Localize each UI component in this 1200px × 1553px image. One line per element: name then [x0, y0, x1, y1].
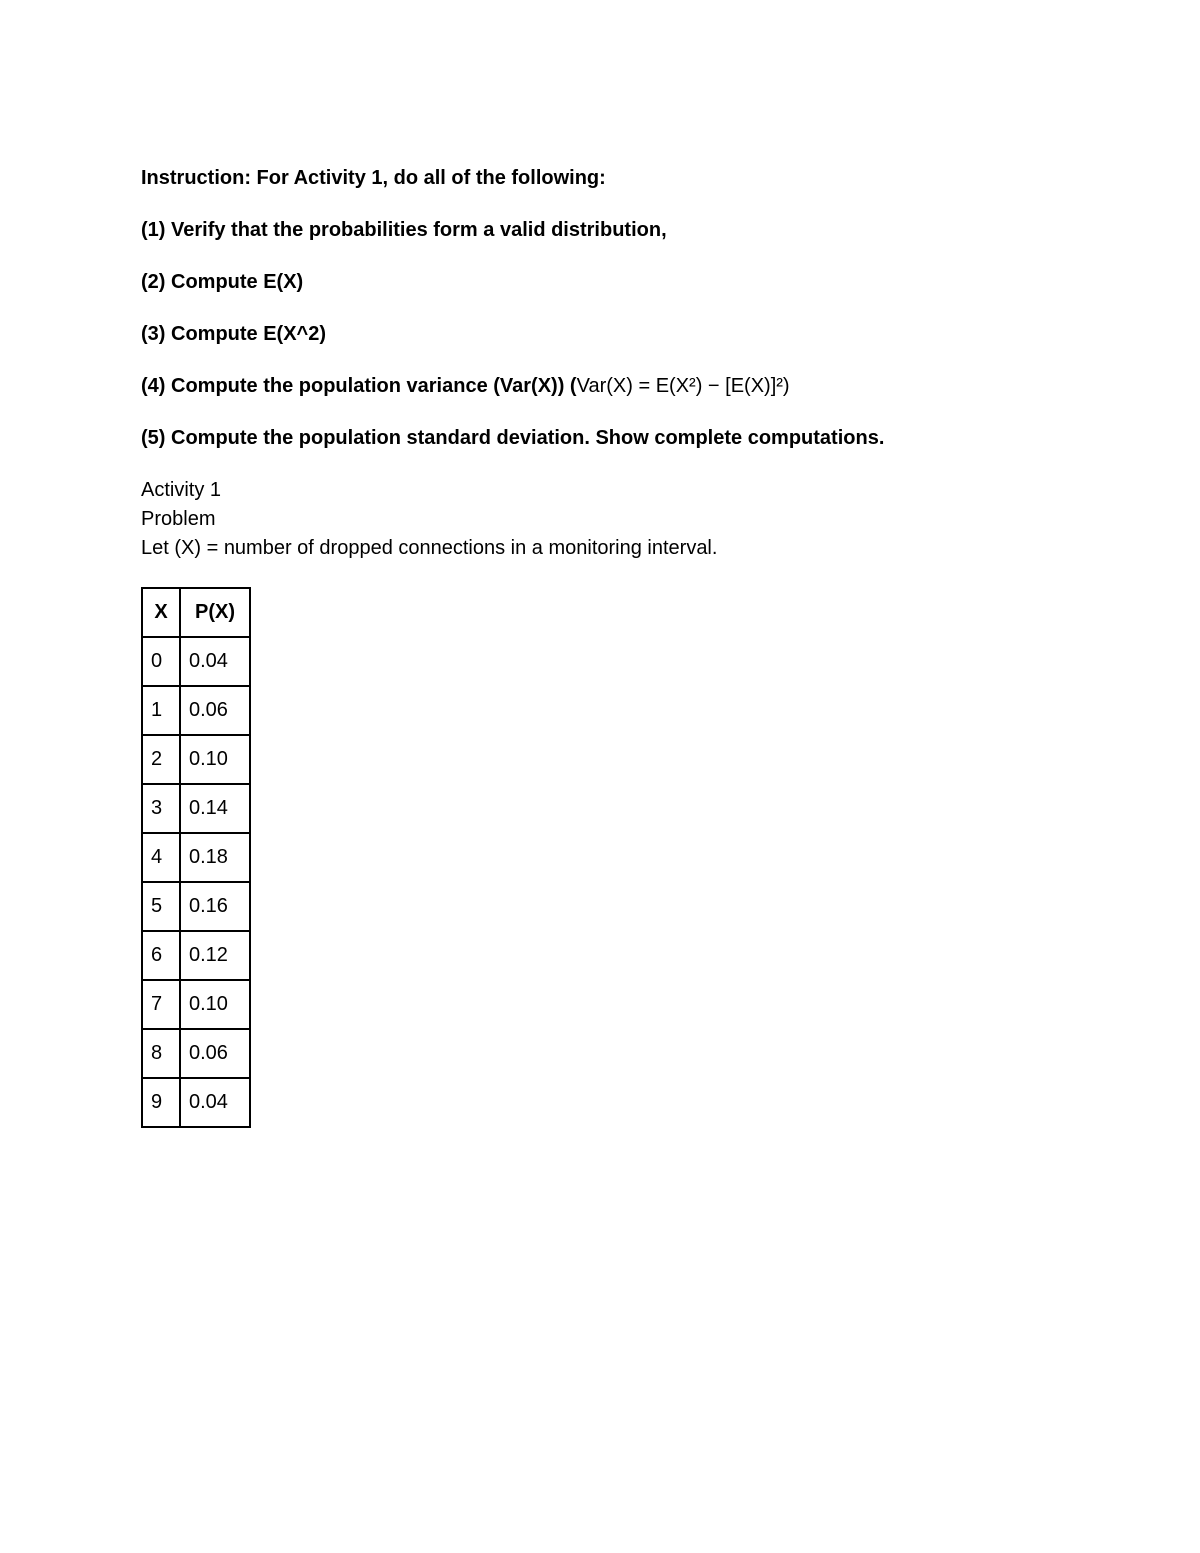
table-cell-x: 8 — [142, 1029, 180, 1078]
table-row — [142, 931, 250, 980]
table-row — [142, 1078, 250, 1127]
table-cell-x: 1 — [142, 686, 180, 735]
table-row — [142, 1029, 250, 1078]
table-cell-px: 0.12 — [180, 931, 250, 980]
table-cell-px: 0.14 — [180, 784, 250, 833]
activity-title: Activity 1 — [141, 479, 222, 501]
table-cell-x: 6 — [142, 931, 180, 980]
table-cell-px: 0.04 — [180, 637, 250, 686]
instruction-step-5: (5) Compute the population standard deviation. Show complete computations. — [141, 427, 885, 449]
table-header-x: X — [142, 588, 180, 637]
table-cell-px: 0.06 — [180, 686, 250, 735]
table-cell-x: 4 — [142, 833, 180, 882]
table-row — [142, 980, 250, 1029]
table-cell-x: 9 — [142, 1078, 180, 1127]
table-cell-px: 0.04 — [180, 1078, 250, 1127]
table-row — [142, 637, 250, 686]
instruction-step-2: (2) Compute E(X) — [141, 271, 304, 293]
table-row — [142, 882, 250, 931]
instruction-heading: Instruction: For Activity 1, do all of the following: — [141, 167, 606, 189]
table-cell-x: 7 — [142, 980, 180, 1029]
instruction-step-4 — [141, 372, 1101, 400]
table-row — [142, 784, 250, 833]
probability-table — [141, 587, 251, 1128]
instruction-step-3: (3) Compute E(X^2) — [141, 323, 327, 345]
table-cell-x: 3 — [142, 784, 180, 833]
table-cell-px: 0.10 — [180, 980, 250, 1029]
table-row — [142, 735, 250, 784]
table-cell-x: 0 — [142, 637, 180, 686]
table-cell-px: 0.18 — [180, 833, 250, 882]
table-header-row — [142, 588, 250, 637]
activity-block — [141, 476, 1101, 563]
activity-description: Let (X) = number of dropped connections in a monitoring interval. — [141, 537, 718, 559]
instruction-step-1: (1) Verify that the probabilities form a valid distribution, — [141, 219, 667, 241]
activity-subtitle: Problem — [141, 508, 216, 530]
table-cell-px: 0.10 — [180, 735, 250, 784]
table-row — [142, 833, 250, 882]
table-cell-px: 0.16 — [180, 882, 250, 931]
instruction-step-4-formula: Var(X) = E(X²) − [E(X)]²) — [576, 375, 790, 397]
table-cell-px: 0.06 — [180, 1029, 250, 1078]
table-cell-x: 5 — [142, 882, 180, 931]
document-page — [141, 164, 1101, 1128]
table-row — [142, 686, 250, 735]
table-cell-x: 2 — [142, 735, 180, 784]
instruction-step-4-bold: (4) Compute the population variance (Var(X)) ( — [141, 375, 577, 397]
table-header-px: P(X) — [180, 588, 250, 637]
